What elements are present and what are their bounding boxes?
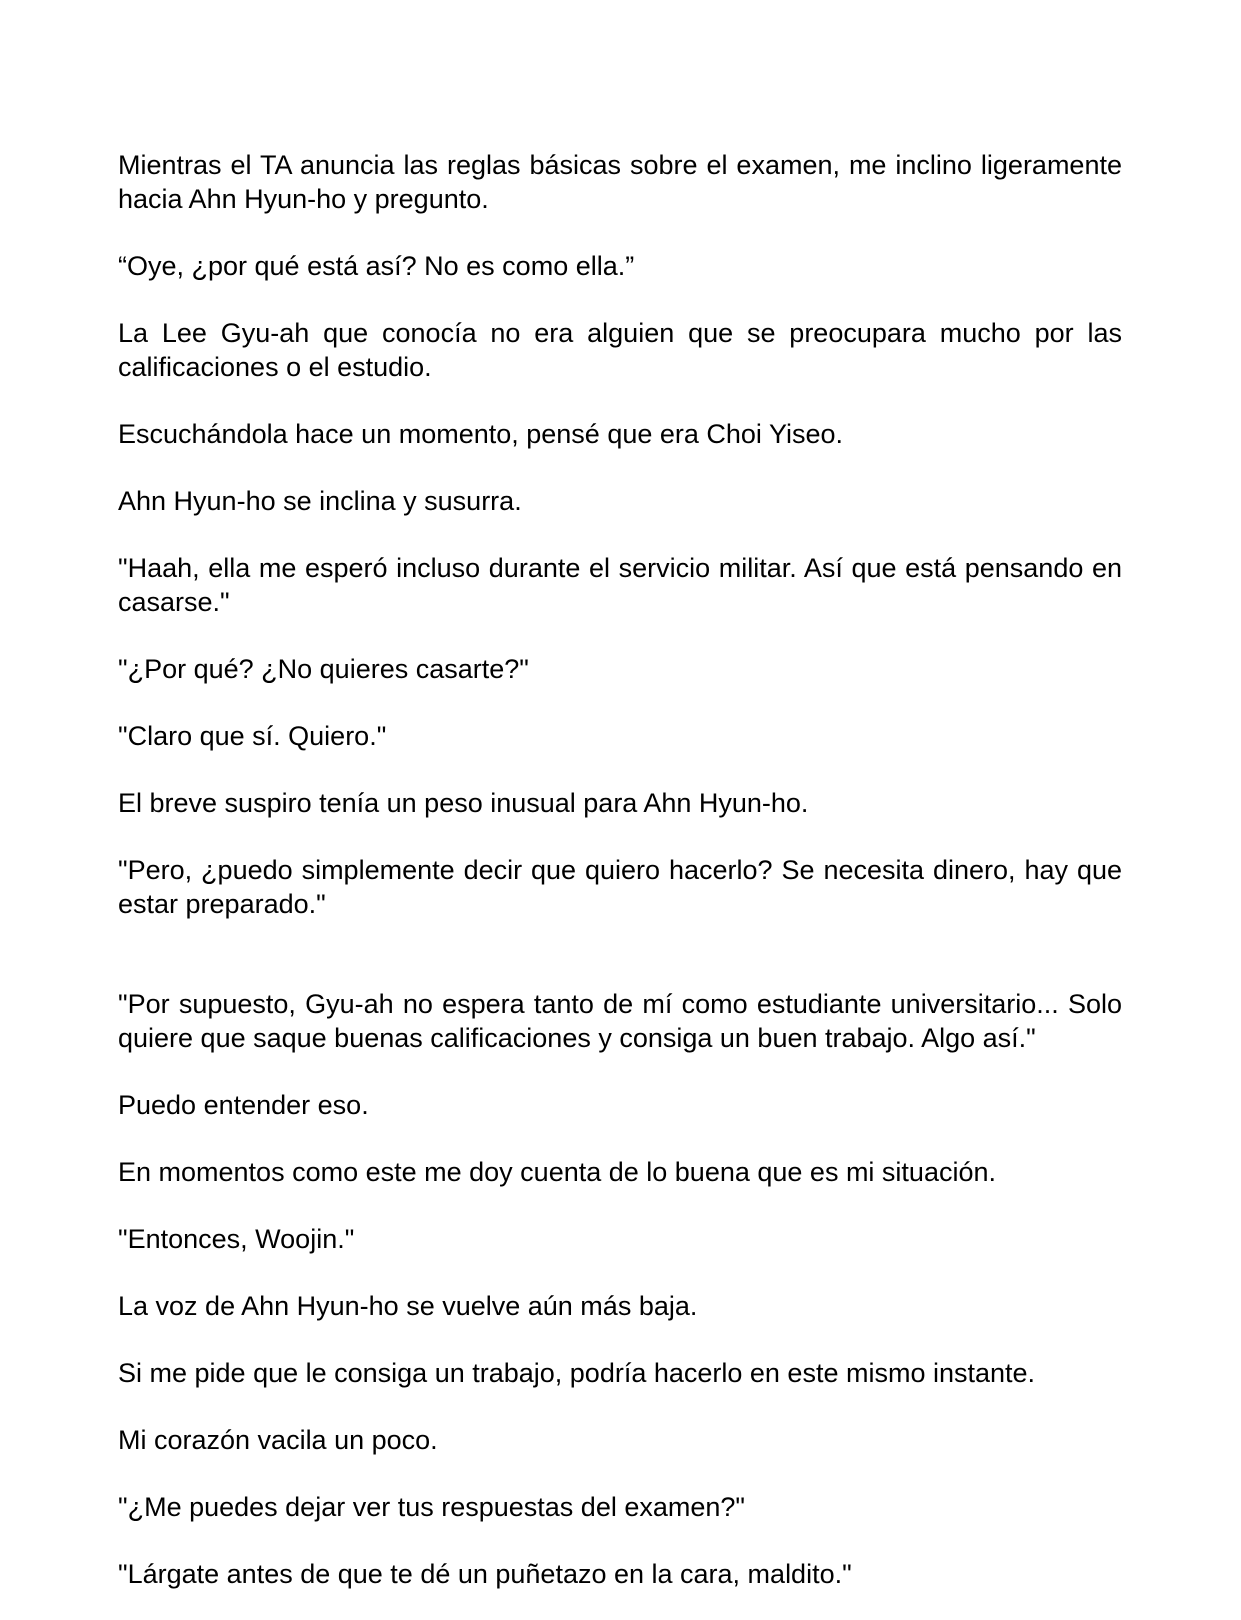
paragraph: "Claro que sí. Quiero." <box>118 721 387 751</box>
document-body <box>118 148 1122 1620</box>
paragraph: Si me pide que le consiga un trabajo, podría hacerlo en este mismo instante. <box>118 1358 1036 1388</box>
paragraph: "Pero, ¿puedo simplemente decir que quiero hacerlo? Se necesita dinero, hay que estar preparado." <box>118 855 1122 919</box>
paragraph: El breve suspiro tenía un peso inusual para Ahn Hyun-ho. <box>118 788 809 818</box>
paragraph: Ahn Hyun-ho se inclina y susurra. <box>118 486 522 516</box>
paragraph: Mientras el TA anuncia las reglas básicas sobre el examen, me inclino ligeramente hacia Ahn Hyun-ho y pregunto. <box>118 150 1122 214</box>
paragraph: Escuchándola hace un momento, pensé que era Choi Yiseo. <box>118 419 843 449</box>
paragraph: "Por supuesto, Gyu-ah no espera tanto de mí como estudiante universitario... Solo quiere que saque buenas calificaciones y consiga un buen trabajo. Algo así." <box>118 989 1122 1053</box>
paragraph: "Haah, ella me esperó incluso durante el servicio militar. Así que está pensando en casarse." <box>118 553 1122 617</box>
paragraph: "Entonces, Woojin." <box>118 1224 355 1254</box>
paragraph: "¿Me puedes dejar ver tus respuestas del examen?" <box>118 1492 745 1522</box>
paragraph: Mi corazón vacila un poco. <box>118 1425 438 1455</box>
paragraph: En momentos como este me doy cuenta de lo buena que es mi situación. <box>118 1157 997 1187</box>
paragraph: “Oye, ¿por qué está así? No es como ella.” <box>118 251 635 281</box>
paragraph: "¿Por qué? ¿No quieres casarte?" <box>118 654 529 684</box>
paragraph: La voz de Ahn Hyun-ho se vuelve aún más baja. <box>118 1291 698 1321</box>
paragraph: "Lárgate antes de que te dé un puñetazo en la cara, maldito." <box>118 1559 852 1589</box>
paragraph: La Lee Gyu-ah que conocía no era alguien que se preocupara mucho por las calificaciones o el estudio. <box>118 318 1122 382</box>
paragraph: Puedo entender eso. <box>118 1090 369 1120</box>
